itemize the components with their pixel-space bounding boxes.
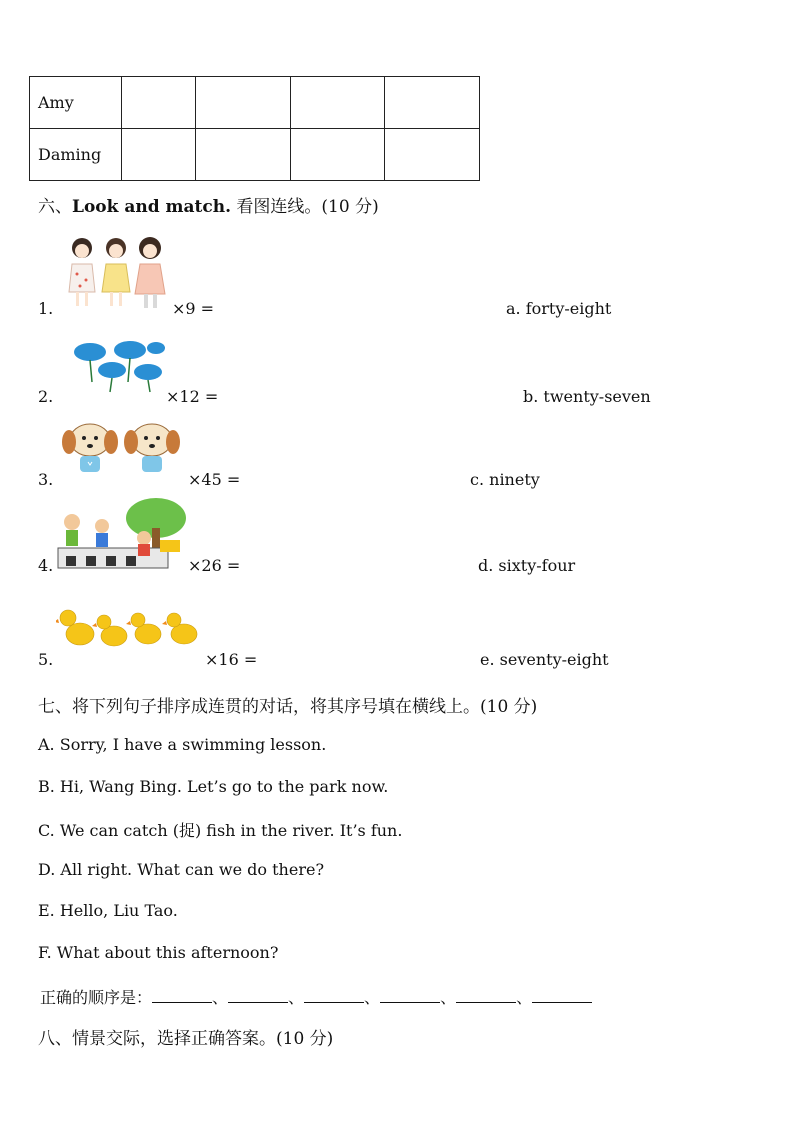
- puppy-figure: [124, 424, 180, 472]
- answer-blank[interactable]: [228, 988, 288, 1003]
- girl-figure: [102, 238, 130, 306]
- item-multiplier: ×9 =: [172, 299, 215, 318]
- table-row: [30, 129, 480, 181]
- answer-blank[interactable]: [456, 988, 516, 1003]
- section7-title: 七、将下列句子排序成连贯的对话，将其序号填在横线上。(10 分): [38, 697, 538, 717]
- sentence: E. Hello, Liu Tao.: [38, 901, 178, 920]
- table-row: [30, 77, 480, 129]
- table-cell: [196, 77, 291, 129]
- table-cell: [122, 129, 196, 181]
- item-number: 2.: [38, 387, 54, 406]
- separator: 、: [364, 988, 381, 1007]
- item-number: 4.: [38, 556, 54, 575]
- sentence: F. What about this afternoon?: [38, 943, 279, 962]
- two-puppies-picture: [60, 420, 188, 482]
- match-answer: e. seventy-eight: [480, 650, 609, 669]
- four-ducklings-picture: [56, 606, 202, 652]
- section6-title: [38, 192, 379, 217]
- table-cell: [291, 129, 385, 181]
- table-cell-name: Daming: [30, 129, 122, 181]
- table-cell: [385, 129, 480, 181]
- sentence: A. Sorry, I have a swimming lesson.: [38, 735, 327, 754]
- answer-blank[interactable]: [380, 988, 440, 1003]
- match-answer: a. forty-eight: [506, 299, 612, 318]
- table-cell: [196, 129, 291, 181]
- order-label: 正确的顺序是：: [40, 988, 153, 1007]
- score-table: [29, 76, 480, 181]
- sentence: C. We can catch (捉) fish in the river. It’s fun.: [38, 821, 403, 840]
- order-answer-line: [40, 985, 592, 1008]
- children-park-picture: [56, 498, 188, 572]
- section6-title-cn: 看图连线。(10 分): [236, 197, 379, 217]
- answer-blank[interactable]: [532, 988, 592, 1003]
- table-cell: [122, 77, 196, 129]
- sentence: B. Hi, Wang Bing. Let’s go to the park now.: [38, 777, 389, 796]
- three-girls-picture: [64, 234, 172, 314]
- puppy-figure: [62, 424, 118, 472]
- table-cell-name: Amy: [30, 77, 122, 129]
- answer-blank[interactable]: [304, 988, 364, 1003]
- separator: 、: [440, 988, 457, 1007]
- item-number: 1.: [38, 299, 54, 318]
- item-number: 5.: [38, 650, 54, 669]
- separator: 、: [212, 988, 229, 1007]
- match-answer: c. ninety: [470, 470, 540, 489]
- girl-figure: [69, 238, 95, 306]
- match-answer: b. twenty-seven: [523, 387, 651, 406]
- section6-title-en: Look and match.: [72, 197, 231, 217]
- answer-blank[interactable]: [152, 988, 212, 1003]
- table-cell: [385, 77, 480, 129]
- section8-title: 八、情景交际，选择正确答案。(10 分): [38, 1029, 334, 1049]
- section6-prefix: 六、: [38, 197, 72, 217]
- separator: 、: [288, 988, 305, 1007]
- sentence: D. All right. What can we do there?: [38, 860, 325, 879]
- item-multiplier: ×12 =: [166, 387, 219, 406]
- item-multiplier: ×45 =: [188, 470, 241, 489]
- item-multiplier: ×16 =: [205, 650, 258, 669]
- table-cell: [291, 77, 385, 129]
- match-answer: d. sixty-four: [478, 556, 576, 575]
- item-multiplier: ×26 =: [188, 556, 241, 575]
- five-blue-flowers-picture: [70, 338, 170, 394]
- separator: 、: [516, 988, 533, 1007]
- girl-figure: [135, 237, 165, 308]
- item-number: 3.: [38, 470, 54, 489]
